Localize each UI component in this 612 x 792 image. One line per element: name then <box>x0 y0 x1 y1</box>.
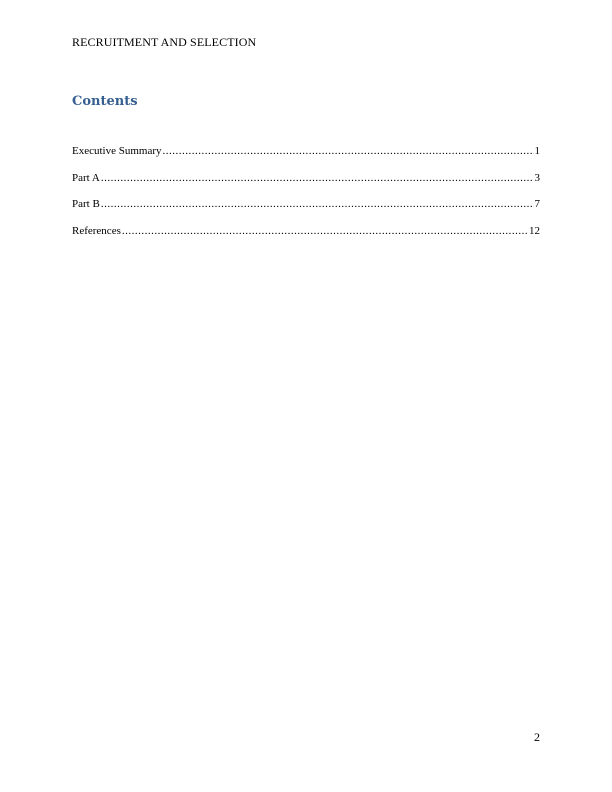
toc-entry-page: 12 <box>529 224 540 237</box>
toc-entry-title: References <box>72 224 121 237</box>
toc-dot-leader <box>101 172 534 184</box>
toc-entry-references[interactable] <box>72 225 540 252</box>
toc-entry-part-a[interactable] <box>72 172 540 199</box>
toc-dot-leader <box>163 145 534 157</box>
toc-dot-leader <box>101 198 534 210</box>
toc-entry-page: 7 <box>534 198 540 210</box>
page-number: 2 <box>534 730 540 744</box>
toc-entry-part-b[interactable] <box>72 198 540 225</box>
toc-dot-leader <box>122 225 528 237</box>
toc-entry-page: 1 <box>534 145 540 157</box>
toc-entry-executive-summary[interactable] <box>72 145 540 172</box>
toc-heading: Contents <box>72 94 138 109</box>
toc-entry-title: Executive Summary <box>72 145 162 157</box>
toc-entry-page: 3 <box>534 171 540 184</box>
toc-entry-title: Part A <box>72 171 100 184</box>
table-of-contents <box>72 145 540 251</box>
running-header: RECRUITMENT AND SELECTION <box>72 35 257 49</box>
toc-entry-title: Part B <box>72 198 100 210</box>
